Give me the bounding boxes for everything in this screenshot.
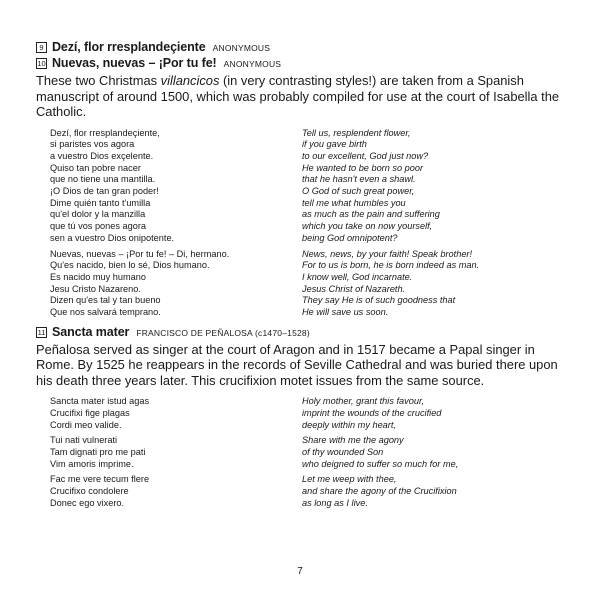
lyric-line: Crucifixi fige plagas [50,407,130,418]
lyric-line: sen a vuestro Dios onipotente. [50,232,175,243]
track-title: Dezí, flor rresplandeçiente [52,40,206,54]
lyric-line: Es nacido muy humano [50,271,147,282]
track-composer: ANONYMOUS [212,43,271,53]
translation-column [302,128,440,245]
track-number-box: 9 [36,42,47,53]
lyric-line: Dime quién tanto t'umilla [50,197,151,208]
translation-column [302,396,441,431]
original-text-column [36,474,302,509]
lyric-line: que tú vos pones agora [50,221,147,232]
page-number: 7 [297,566,303,577]
translation-line: News, news, by your faith! Speak brother! [302,248,473,259]
lyric-line: que no tiene una mantilla. [50,174,156,185]
track-number-box: 10 [37,59,46,68]
translation-line: being God omnipotent? [302,232,398,243]
lyric-line: ¡O Dios de tan gran poder! [50,186,159,197]
intro-emphasis: villancicos [160,73,220,88]
track-heading-10 [36,56,566,72]
lyric-line: Fac me vere tecum flere [50,474,150,485]
track-intro: Peñalosa served as singer at the court of Aragon and in 1517 became a Papal singer in Rome. By 1525 he reappears in the records of Seville Cathedral and was buried there upon his death three years later. This crucifixion motet issues from the same source. [36,341,558,388]
stanza [36,249,566,319]
translation-line: Share with me the agony [302,435,404,446]
track-title: Sancta mater [52,324,130,339]
translation-line: that he hasn't even a shawl. [302,174,416,185]
track-title: Nuevas, nuevas – ¡Por tu fe! [52,56,217,70]
lyric-line: Jesu Cristo Nazareno. [50,283,141,294]
translation-line: of thy wounded Son [302,447,384,458]
lyric-line: Tam dignati pro me pati [50,447,146,458]
translation-line: He will save us soon. [302,307,389,318]
translation-line: Let me weep with thee, [302,474,397,485]
translation-line: For to us is born, he is born indeed as man. [302,260,480,271]
lyric-line: Que nos salvará temprano. [50,307,161,318]
intro-text: (in very contrasting styles!) are taken from a Spanish manuscript of around 1500, which was probably compiled for use at the court of Isabella the Catholic. [36,73,560,119]
translation-line: deeply within my heart, [302,419,396,430]
track-composer: ANONYMOUS [223,59,282,69]
lyric-line: Dizen qu'es tal y tan bueno [50,295,161,306]
lyric-line: Crucifixo condolere [50,486,129,497]
translation-line: O God of such great power, [302,186,415,197]
translation-line: which you take on now yourself, [302,221,433,232]
translation-line: tell me what humbles you [302,197,406,208]
booklet-page [36,40,566,514]
translation-line: and share the agony of the Crucifixion [302,486,457,497]
track-heading-11 [36,325,566,341]
lyric-line: Dezí, flor rresplandeçiente, [50,127,160,138]
translation-line: who deigned to suffer so much for me, [302,458,459,469]
translation-line: as long as I live. [302,497,368,508]
translation-line: as much as the pain and suffering [302,209,440,220]
lyric-line: si paristes vos agora [50,139,135,150]
translation-line: imprint the wounds of the crucified [302,407,442,418]
translation-line: I know well, God incarnate. [302,271,413,282]
original-text-column [36,435,302,470]
original-text-column [36,128,302,245]
translation-line: to our excellent, God just now? [302,150,429,161]
lyrics-block [36,396,566,509]
lyric-line: Donec ego vixero. [50,497,125,508]
track-heading-9 [36,40,566,56]
stanza [36,128,566,245]
lyrics-block [36,128,566,319]
translation-column [302,474,457,509]
lyric-line: Nuevas, nuevas – ¡Por tu fe! – Di, hermano. [50,248,230,259]
original-text-column [36,396,302,431]
lyric-line: Cordi meo valide. [50,419,122,430]
translation-line: Jesus Christ of Nazareth. [302,283,406,294]
lyric-line: Quiso tan pobre nacer [50,162,141,173]
translation-line: He wanted to be born so poor [302,162,424,173]
lyric-line: Sancta mater istud agas [50,396,150,407]
track-number-box: 11 [37,327,46,337]
translation-line: They say He is of such goodness that [302,295,456,306]
stanza [36,474,566,509]
stanza [36,435,566,470]
translation-column [302,435,458,470]
lyric-line: Tui nati vulnerati [50,435,118,446]
lyric-line: qu'el dolor y la manzilla [50,209,146,220]
intro-text: These two Christmas [36,73,161,88]
stanza [36,396,566,431]
track-composer: FRANCISCO DE PEÑALOSA (c1470–1528) [136,327,310,338]
original-text-column [36,249,302,319]
translation-line: if you gave birth [302,139,367,150]
translation-column [302,249,479,319]
translation-line: Holy mother, grant this favour, [302,396,425,407]
translation-line: Tell us, resplendent flower, [302,127,411,138]
lyric-line: a vuestro Dios exçelente. [50,150,154,161]
lyric-line: Vim amoris imprime. [50,458,134,469]
track-intro [36,73,566,120]
lyric-line: Qu'es nacido, bien lo sé, Dios humano. [50,260,210,271]
